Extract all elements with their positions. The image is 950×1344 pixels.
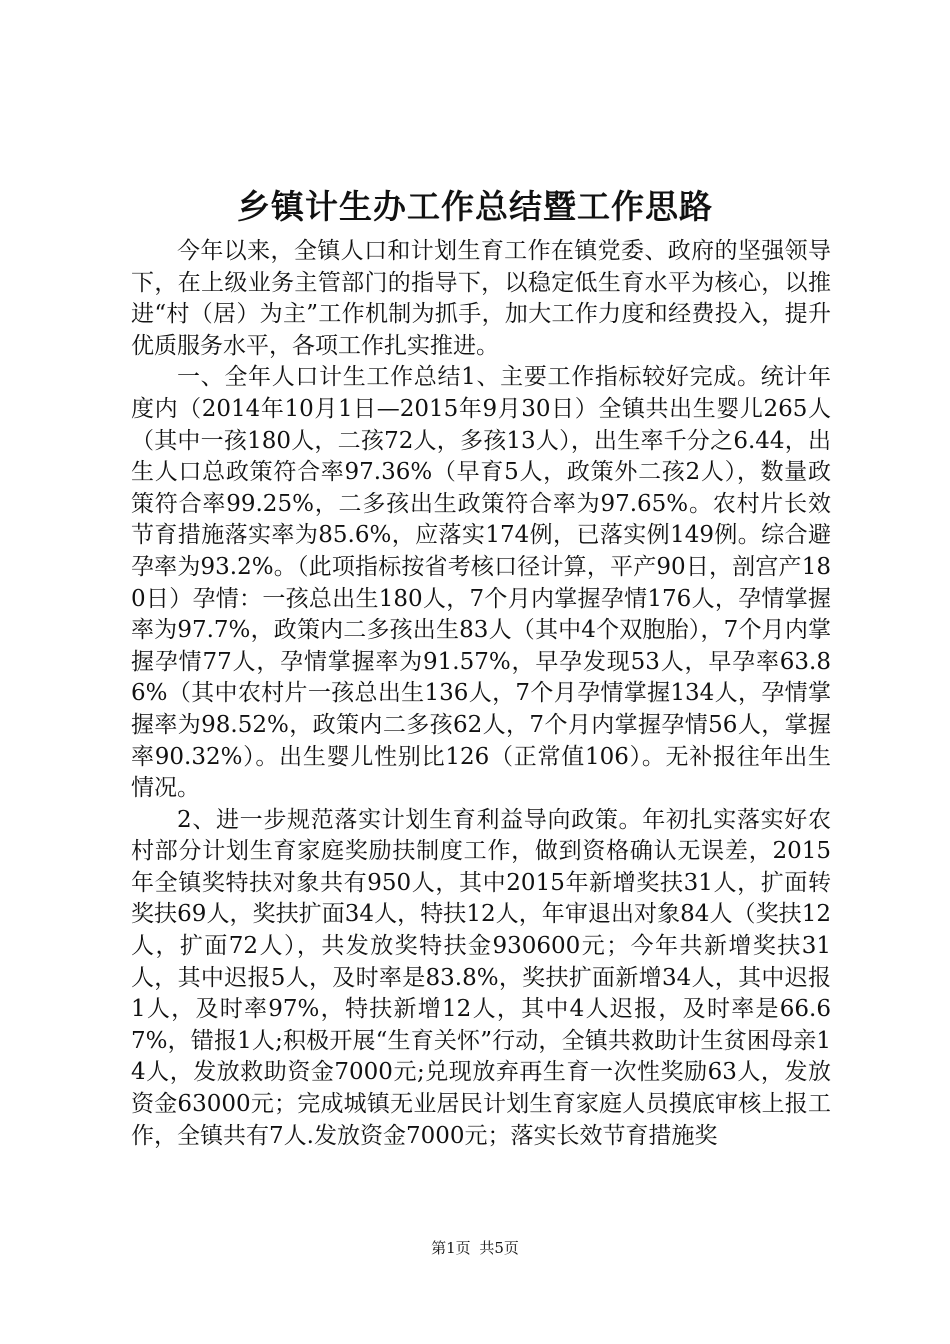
paragraph-intro: 今年以来，全镇人口和计划生育工作在镇党委、政府的坚强领导下，在上级业务主管部门的指导下，以稳定低生育水平为核心，以推进“村（居）为主”工作机制为抓手，加大工作力度和经费投入，提升优质服务水平，各项工作扎实推进。 [131,238,831,359]
page-total: 共5页 [479,1239,519,1257]
page-footer [0,1238,950,1258]
document-title: 乡镇计生办工作总结暨工作思路 [237,187,713,226]
document-body [131,236,831,1152]
paragraph-policy: 2、进一步规范落实计划生育利益导向政策。年初扎实落实好农村部分计划生育家庭奖励扶制度工作，做到资格确认无误差，2015年全镇奖特扶对象共有950人，其中2015年新增奖扶31人，扩面转奖扶69人，奖扶扩面34人，特扶12人，年审退出对象84人（奖扶12人，扩面72人），共发放奖特扶金930600元；今年共新增奖扶31人，其中迟报5人，及时率是83.8%，奖扶扩面新增34人，其中迟报1人，及时率97%，特扶新增12人，其中4人迟报，及时率是66.67%，错报1人;积极开展“生育关怀”行动，全镇共救助计生贫困母亲14人，发放救助资金7000元;兑现放弃再生育一次性奖励63人，发放资金63000元；完成城镇无业居民计划生育家庭人员摸底审核上报工作，全镇共有7人.发放资金7000元；落实长效节育措施奖 [131,806,831,1149]
page-number: 第1页 [431,1239,471,1257]
paragraph-summary: 一、全年人口计生工作总结1、主要工作指标较好完成。统计年度内（2014年10月1日—2015年9月30日）全镇共出生婴儿265人（其中一孩180人，二孩72人，多孩13人），出生率千分之6.44，出生人口总政策符合率97.36%（早育5人，政策外二孩2人），数量政策符合率99.25%，二多孩出生政策符合率为97.65%。农村片长效节育措施落实率为85.6%，应落实174例，已落实例149例。综合避孕率为93.2%。（此项指标按省考核口径计算，平产90日，剖宫产180日）孕情：一孩总出生180人，7个月内掌握孕情176人，孕情掌握率为97.7%，政策内二多孩出生83人（其中4个双胞胎），7个月内掌握孕情77人，孕情掌握率为91.57%，早孕发现53人，早孕率63.86%（其中农村片一孩总出生136人，7个月孕情掌握134人，孕情掌握率为98.52%，政策内二多孩62人，7个月内掌握孕情56人，掌握率90.32%）。出生婴儿性别比126（正常值106）。无补报往年出生情况。 [131,364,831,802]
